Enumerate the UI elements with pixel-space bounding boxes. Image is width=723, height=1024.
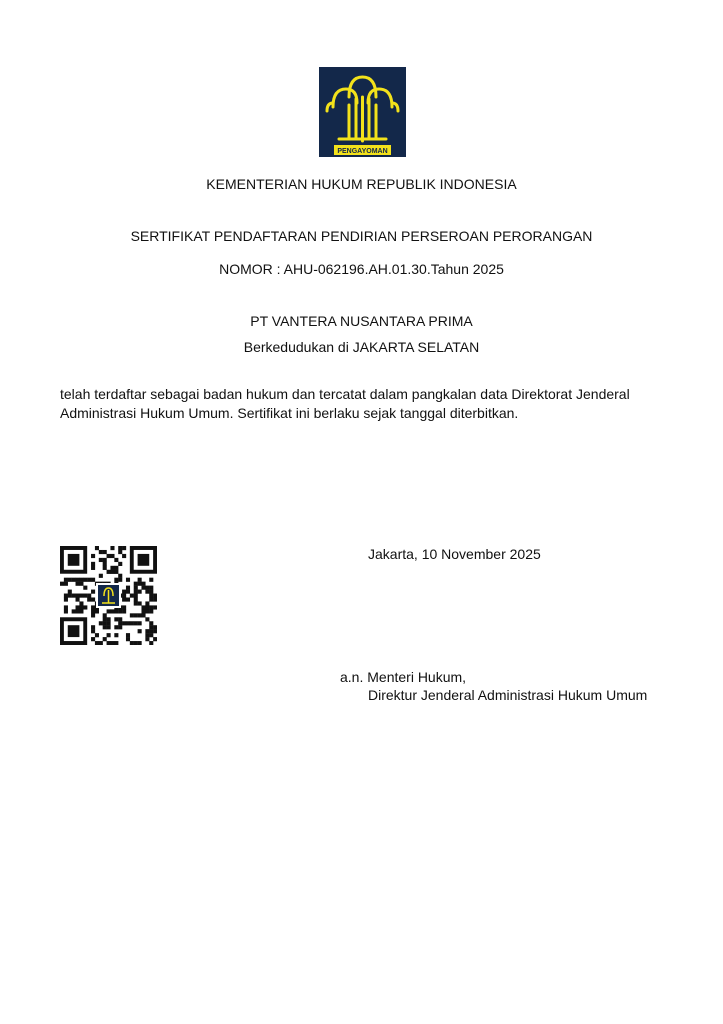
pengayoman-logo: [319, 67, 406, 157]
certificate-number: NOMOR : AHU-062196.AH.01.30.Tahun 2025: [219, 261, 504, 277]
pengayoman-tree-icon: [319, 67, 406, 157]
company-name: PT VANTERA NUSANTARA PRIMA: [250, 313, 473, 329]
registration-statement: [60, 385, 670, 423]
qr-code-graphic: [60, 546, 157, 645]
logo-caption: PENGAYOMAN: [337, 148, 388, 155]
statement-line-1: telah terdaftar sebagai badan hukum dan tercatat dalam pangkalan data Direktorat Jenderal: [60, 386, 630, 402]
place-date: Jakarta, 10 November 2025: [368, 546, 541, 562]
on-behalf-line: a.n. Menteri Hukum,: [340, 669, 467, 685]
company-domicile: Berkedudukan di JAKARTA SELATAN: [243, 339, 480, 355]
signatory-title: Direktur Jenderal Administrasi Hukum Umum: [368, 687, 648, 703]
qr-code-icon: [60, 546, 157, 645]
certificate-title: SERTIFIKAT PENDAFTARAN PENDIRIAN PERSEROAN PERORANGAN: [130, 228, 593, 244]
ministry-heading: KEMENTERIAN HUKUM REPUBLIK INDONESIA: [206, 176, 517, 192]
statement-line-2: Administrasi Hukum Umum. Sertifikat ini berlaku sejak tanggal diterbitkan.: [60, 405, 519, 421]
